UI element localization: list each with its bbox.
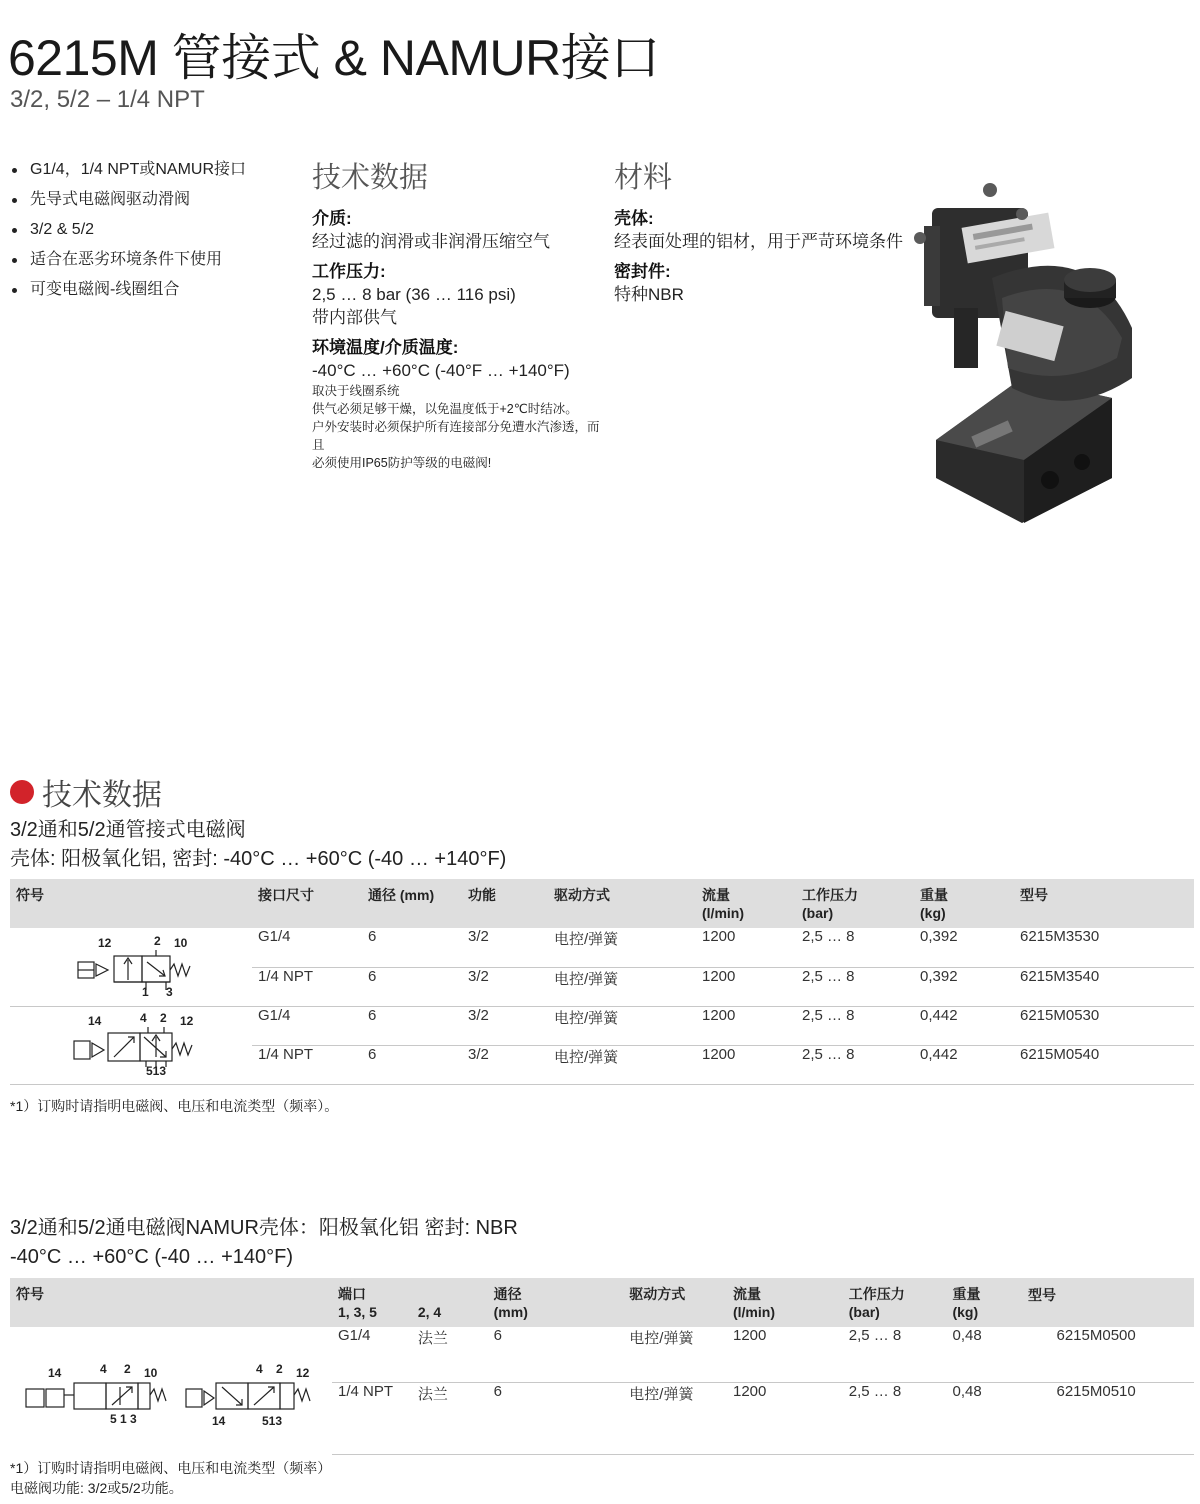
orifice-cell: 6 [362,928,462,967]
weight-cell: 0,392 [914,928,1014,967]
symbol-port-label: 12 [98,935,112,950]
weight-value: 0,48 [952,1382,982,1400]
table1-title [10,816,506,874]
materials-block [614,200,904,306]
medium-value: 经过滤的润滑或非润滑压缩空气 [312,232,550,251]
actuation-cell: 电控/弹簧 [623,1327,727,1382]
pressure-cell: 2,5 … 8 [796,967,914,1006]
port-cell: G1/4 [252,928,362,967]
symbol-cell [10,928,252,1006]
weight-cell [946,1327,1194,1382]
col-actuation: 驱动方式 [548,879,696,928]
port-135-cell: 1/4 NPT [332,1382,412,1454]
col-pressure: 工作压力 (bar) [843,1278,947,1327]
symbol-port-label: 5 1 3 [110,1411,137,1426]
temperature-note: 供气必须足够干燥，以免温度低于+2℃时结冰。 [312,402,578,416]
pressure-cell: 2,5 … 8 [796,1006,914,1045]
body-material-label: 壳体: [614,209,654,228]
valve-product-image [912,178,1152,528]
actuation-cell: 电控/弹簧 [623,1382,727,1454]
body-material-value: 经表面处理的铝材，用于严苛环境条件 [614,232,903,251]
col-orifice: 通径 (mm) [362,879,462,928]
symbol-port-label: 2 [154,933,161,948]
weight-cell: 0,442 [914,1006,1014,1045]
pressure-cell: 2,5 … 8 [796,1045,914,1084]
col-orifice: 通径 (mm) [488,1278,624,1327]
table2-col-model: 型号 [1028,1287,1056,1303]
symbol-port-label: 12 [180,1014,194,1028]
flow-cell: 1200 [727,1327,843,1382]
col-flow: 流量 (l/min) [727,1278,843,1327]
flow-cell: 1200 [696,1006,796,1045]
temperature-value: -40°C … +60°C (-40°F … +140°F) [312,361,570,380]
feature-item: 先导式电磁阀驱动滑阀 [10,185,246,215]
feature-list [10,155,246,305]
table2-title [10,1214,518,1272]
pressure-value: 2,5 … 8 bar (36 … 116 psi) [312,285,516,304]
symbol-port-label: 4 [100,1361,107,1376]
port-135-cell: G1/4 [332,1327,412,1382]
col-flow: 流量 (l/min) [696,879,796,928]
symbol-port-label: 513 [146,1064,167,1078]
table1-header-row [10,879,1194,928]
materials-heading: 材料 [614,162,673,194]
col-port-24: 2, 4 [412,1278,488,1327]
orifice-cell: 6 [362,1006,462,1045]
actuation-cell: 电控/弹簧 [548,1045,696,1084]
section-heading [10,770,162,814]
feature-item: 适合在恶劣环境条件下使用 [10,245,246,275]
weight-cell: 0,442 [914,1045,1014,1084]
table1-footnote: *1）订购时请指明电磁阀、电压和电流类型（频率）。 [10,1098,339,1114]
orifice-cell: 6 [488,1382,624,1454]
col-function: 功能 [462,879,548,928]
col-weight: 重量 (kg) [946,1278,1194,1327]
symbol-port-label: 10 [174,935,188,950]
weight-value: 0,48 [952,1327,982,1344]
table2-footnote [10,1458,331,1498]
col-model: 型号 [1014,879,1194,928]
col-port: 接口尺寸 [252,879,362,928]
red-bullet-icon [10,780,34,804]
table-row [10,928,1194,967]
symbol-cell [10,1327,332,1454]
pressure-note: 带内部供气 [312,308,397,327]
port-24-cell: 法兰 [412,1382,488,1454]
port-cell: 1/4 NPT [252,967,362,1006]
port-24-cell: 法兰 [412,1327,488,1382]
function-cell: 3/2 [462,928,548,967]
model-cell: 6215M0540 [1014,1045,1194,1084]
temperature-note: 取决于线圈系统 [312,384,400,398]
col-actuation: 驱动方式 [623,1278,727,1327]
model-cell: 6215M3540 [1014,967,1194,1006]
symbol-cell [10,1006,252,1084]
function-cell: 3/2 [462,1006,548,1045]
col-symbol: 符号 [10,879,252,928]
col-symbol: 符号 [10,1278,332,1327]
function-cell: 3/2 [462,967,548,1006]
flow-cell: 1200 [727,1382,843,1454]
pressure-cell: 2,5 … 8 [843,1382,947,1454]
symbol-port-label: 14 [212,1413,226,1428]
temperature-label: 环境温度/介质温度: [312,338,459,357]
orifice-cell: 6 [488,1327,624,1382]
flow-cell: 1200 [696,1045,796,1084]
table1 [10,879,1194,1085]
symbol-port-label: 4 [140,1011,147,1025]
function-cell: 3/2 [462,1045,548,1084]
model-value: 6215M0510 [1056,1382,1136,1400]
flow-cell: 1200 [696,928,796,967]
col-port-135: 端口 1, 3, 5 [332,1278,412,1327]
seal-material-value: 特种NBR [614,285,684,304]
seal-material-label: 密封件: [614,262,671,281]
table-row [10,1327,1194,1382]
col-pressure: 工作压力 (bar) [796,879,914,928]
medium-label: 介质: [312,209,352,228]
model-value: 6215M0500 [1056,1327,1136,1344]
valve-3-2-symbol-icon [16,930,246,1000]
symbol-port-label: 10 [144,1365,158,1380]
pressure-cell: 2,5 … 8 [796,928,914,967]
actuation-cell: 电控/弹簧 [548,1006,696,1045]
temperature-note: 户外安装时必须保护所有连接部分免遭水汽渗透，而且 [312,420,600,452]
symbol-port-label: 4 [256,1361,263,1376]
flow-cell: 1200 [696,967,796,1006]
col-weight: 重量 (kg) [914,879,1014,928]
valve-5-2-symbol-icon [16,1007,246,1079]
actuation-cell: 电控/弹簧 [548,967,696,1006]
symbol-port-label: 513 [262,1413,283,1428]
port-cell: 1/4 NPT [252,1045,362,1084]
page-subtitle: 3/2, 5/2 – 1/4 NPT [10,86,205,113]
symbol-port-label: 2 [276,1361,283,1376]
page-title: 6215M 管接式 & NAMUR接口 [8,30,660,86]
orifice-cell: 6 [362,967,462,1006]
symbol-port-label: 1 [142,984,149,999]
pressure-cell: 2,5 … 8 [843,1327,947,1382]
tech-data-heading: 技术数据 [312,162,429,194]
table2 [10,1278,1194,1455]
temperature-note: 必须使用IP65防护等级的电磁阀! [312,456,492,470]
section-heading-text: 技术数据 [42,779,162,812]
weight-cell: 0,392 [914,967,1014,1006]
table2-title-line: -40°C … +60°C (-40 … +140°F) [10,1246,293,1268]
table2-footnote-line: 电磁阀功能: 3/2或5/2功能。 [10,1480,183,1496]
table1-title-line: 3/2通和5/2通管接式电磁阀 [10,819,246,841]
feature-item: G1/4，1/4 NPT或NAMUR接口 [10,155,246,185]
table-row [10,1006,1194,1045]
symbol-port-label: 2 [160,1011,167,1025]
symbol-port-label: 14 [48,1365,62,1380]
feature-item: 可变电磁阀-线圈组合 [10,275,246,305]
model-cell: 6215M3530 [1014,928,1194,967]
port-cell: G1/4 [252,1006,362,1045]
pressure-label: 工作压力: [312,262,386,281]
namur-valve-symbols-icon [16,1349,326,1429]
table1-title-line: 壳体: 阳极氧化铝, 密封: -40°C … +60°C (-40 … +140°F) [10,848,507,870]
weight-cell [946,1382,1194,1454]
symbol-port-label: 2 [124,1361,131,1376]
model-cell: 6215M0530 [1014,1006,1194,1045]
feature-item: 3/2 & 5/2 [10,215,246,245]
table2-title-line: 3/2通和5/2通电磁阀NAMUR壳体：阳极氧化铝 密封: NBR [10,1217,518,1239]
symbol-port-label: 14 [88,1014,102,1028]
tech-data-block [312,200,602,472]
actuation-cell: 电控/弹簧 [548,928,696,967]
table2-footnote-line: *1）订购时请指明电磁阀、电压和电流类型（频率） [10,1460,332,1476]
table2-header-row [10,1278,1194,1327]
symbol-port-label: 12 [296,1365,310,1380]
orifice-cell: 6 [362,1045,462,1084]
symbol-port-label: 3 [166,984,173,999]
